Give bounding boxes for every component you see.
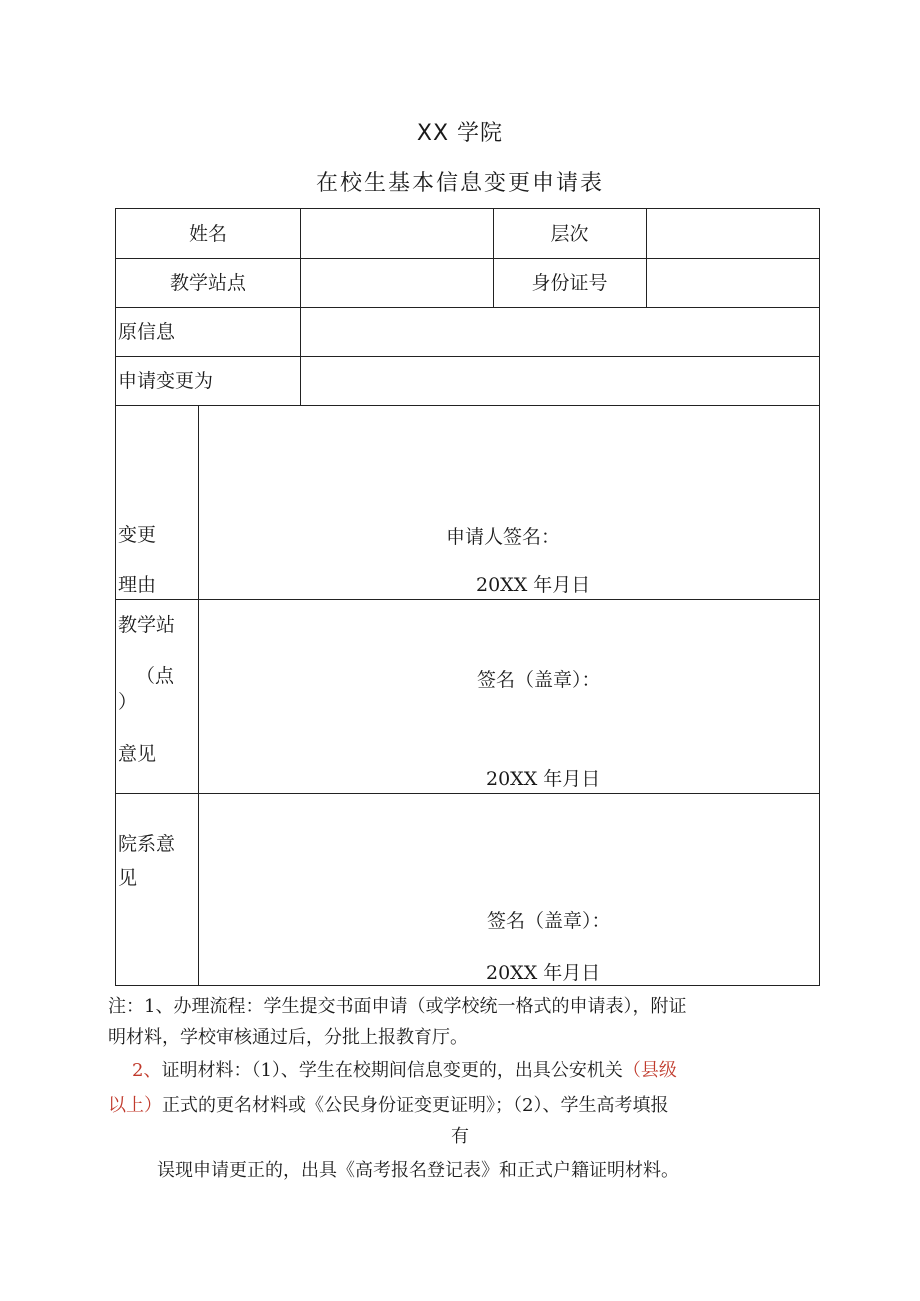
note-2-line2 — [108, 1092, 820, 1120]
id-number-field[interactable] — [647, 258, 819, 307]
station-signature-label: 签名（盖章）： — [477, 669, 601, 691]
reason-label-line2: 理由 — [118, 574, 157, 596]
name-label: 姓名 — [188, 223, 227, 245]
note-2-red-text-2: 以上） — [108, 1095, 162, 1116]
name-field[interactable] — [301, 209, 493, 258]
level-label: 层次 — [550, 223, 589, 245]
reason-date: 20XX 年月日 — [476, 574, 591, 596]
teaching-station-field[interactable] — [301, 258, 493, 307]
dept-opinion-label-line1: 院系意 — [118, 833, 176, 855]
note-1-line1: 注：1、办理流程：学生提交书面申请（或学校统一格式的申请表），附证 — [108, 996, 687, 1017]
station-opinion-label-line4: 意见 — [118, 743, 157, 765]
dept-signature-label: 签名（盖章）： — [487, 910, 611, 932]
change-to-field[interactable] — [301, 356, 819, 405]
reason-label-line1: 变更 — [118, 524, 157, 546]
dept-opinion-label-line2: 见 — [118, 867, 138, 889]
id-number-label: 身份证号 — [531, 272, 608, 294]
station-opinion-date: 20XX 年月日 — [486, 768, 601, 790]
teaching-station-label: 教学站点 — [169, 272, 246, 294]
station-opinion-label-line1: 教学站 — [118, 614, 176, 636]
station-opinion-label-line2: （点 — [136, 665, 175, 687]
original-info-label: 原信息 — [118, 321, 176, 343]
note-2-text-b: 正式的更名材料或《公民身份证变更证明》；（2）、学生高考填报 — [162, 1095, 669, 1116]
note-2-line4: 误现申请更正的，出具《高考报名登记表》和正式户籍证明材料。 — [157, 1160, 679, 1181]
school-name: XX 学院 — [416, 121, 504, 146]
application-form-table — [115, 208, 820, 986]
applicant-signature-label: 申请人签名： — [446, 526, 561, 548]
note-2-text-a: 证明材料：（1）、学生在校期间信息变更的，出具公安机关 — [161, 1060, 623, 1081]
note-2-number: 2、 — [132, 1060, 162, 1081]
dept-opinion-date: 20XX 年月日 — [486, 962, 601, 984]
note-2-red-text-1: （县级 — [622, 1060, 677, 1081]
note-2-line1 — [132, 1057, 822, 1085]
original-info-field[interactable] — [301, 307, 819, 356]
change-to-label: 申请变更为 — [118, 370, 214, 392]
station-opinion-label-line3: ） — [118, 691, 138, 713]
note-2-line3: 有 — [451, 1126, 469, 1147]
level-field[interactable] — [647, 209, 819, 258]
note-1-line2: 明材料，学校审核通过后，分批上报教育厅。 — [108, 1027, 468, 1048]
form-title: 在校生基本信息变更申请表 — [315, 171, 604, 196]
